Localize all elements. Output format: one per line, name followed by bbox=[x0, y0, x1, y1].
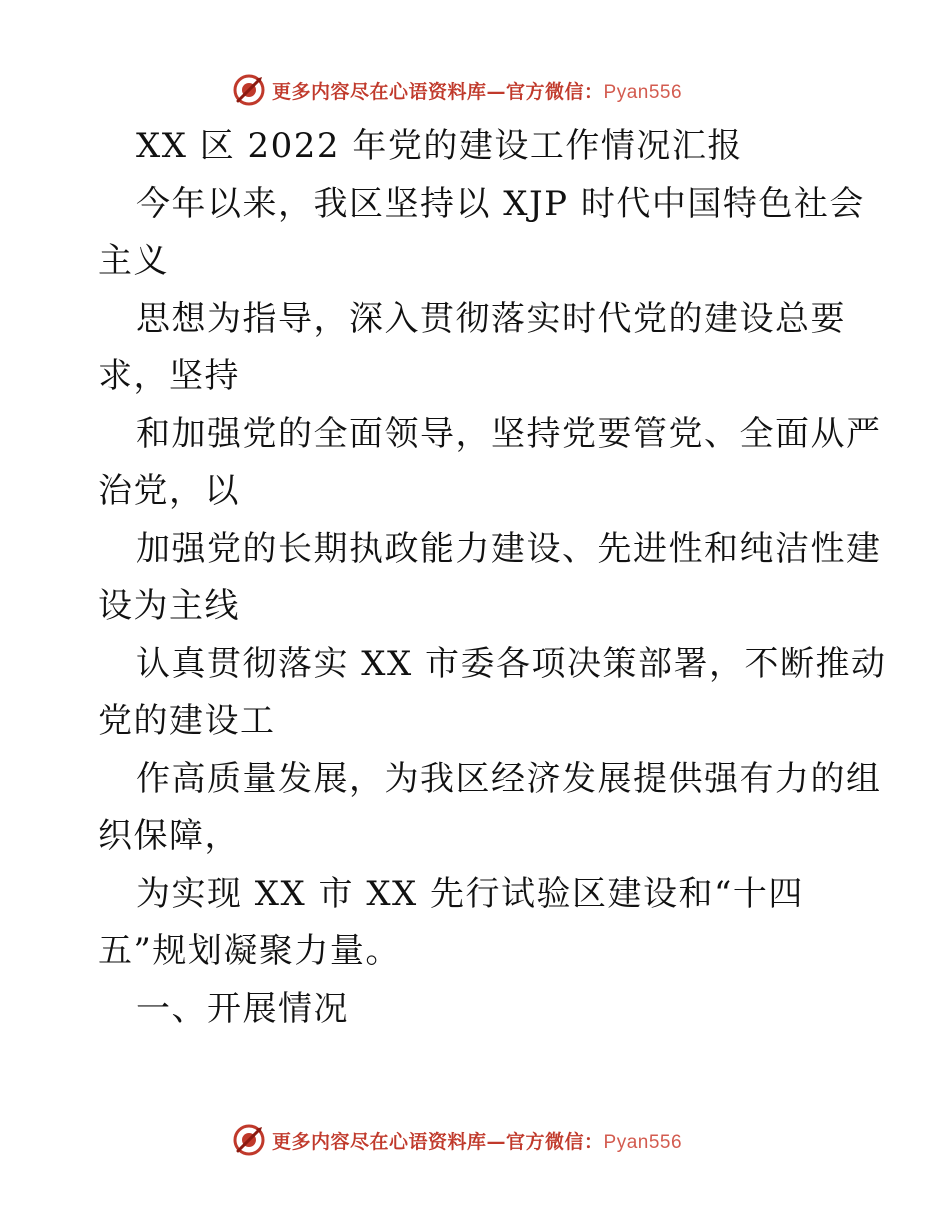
paragraph-line: 作高质量发展，为我区经济发展提供强有力的组 bbox=[136, 758, 882, 799]
section-heading: 一、开展情况 bbox=[136, 988, 349, 1029]
banner-dash: — bbox=[486, 80, 507, 103]
paragraph-line: 党的建设工 bbox=[98, 701, 276, 741]
logo-icon bbox=[232, 73, 266, 107]
paragraph-line: 设为主线 bbox=[98, 586, 240, 626]
paragraph-line: 今年以来，我区坚持以 XJP 时代中国特色社会 bbox=[136, 183, 865, 224]
banner-slogan: 更多内容尽在心语资料库 bbox=[272, 1130, 487, 1153]
document-body bbox=[98, 118, 887, 1038]
paragraph-line: 和加强党的全面领导，坚持党要管党、全面从严 bbox=[136, 413, 882, 454]
banner-wechat-label: 官方微信： bbox=[506, 80, 604, 103]
logo-icon bbox=[232, 1123, 266, 1157]
banner-dash: — bbox=[486, 1130, 507, 1153]
document-title: XX 区 2022 年党的建设工作情况汇报 bbox=[136, 126, 743, 166]
banner-wechat-id: Pyan556 bbox=[603, 1131, 683, 1153]
paragraph-line: 治党，以 bbox=[98, 471, 240, 511]
banner-wechat-label: 官方微信： bbox=[506, 1130, 604, 1153]
banner-slogan: 更多内容尽在心语资料库 bbox=[272, 80, 487, 103]
paragraph-line: 思想为指导，深入贯彻落实时代党的建设总要 bbox=[136, 298, 846, 339]
paragraph-line: 主义 bbox=[98, 241, 169, 281]
footer-banner[interactable] bbox=[232, 1120, 682, 1160]
banner-text bbox=[272, 1127, 682, 1154]
paragraph-line: 织保障， bbox=[98, 816, 240, 856]
paragraph-line: 加强党的长期执政能力建设、先进性和纯洁性建 bbox=[136, 528, 882, 569]
paragraph-line: 为实现 XX 市 XX 先行试验区建设和“十四 bbox=[136, 873, 804, 914]
banner-wechat-id: Pyan556 bbox=[603, 81, 683, 103]
paragraph-line: 五”规划凝聚力量。 bbox=[98, 931, 401, 971]
paragraph-line: 认真贯彻落实 XX 市委各项决策部署，不断推动 bbox=[136, 643, 887, 684]
header-banner[interactable] bbox=[232, 70, 682, 110]
banner-text bbox=[272, 77, 682, 104]
paragraph-line: 求，坚持 bbox=[98, 356, 240, 396]
